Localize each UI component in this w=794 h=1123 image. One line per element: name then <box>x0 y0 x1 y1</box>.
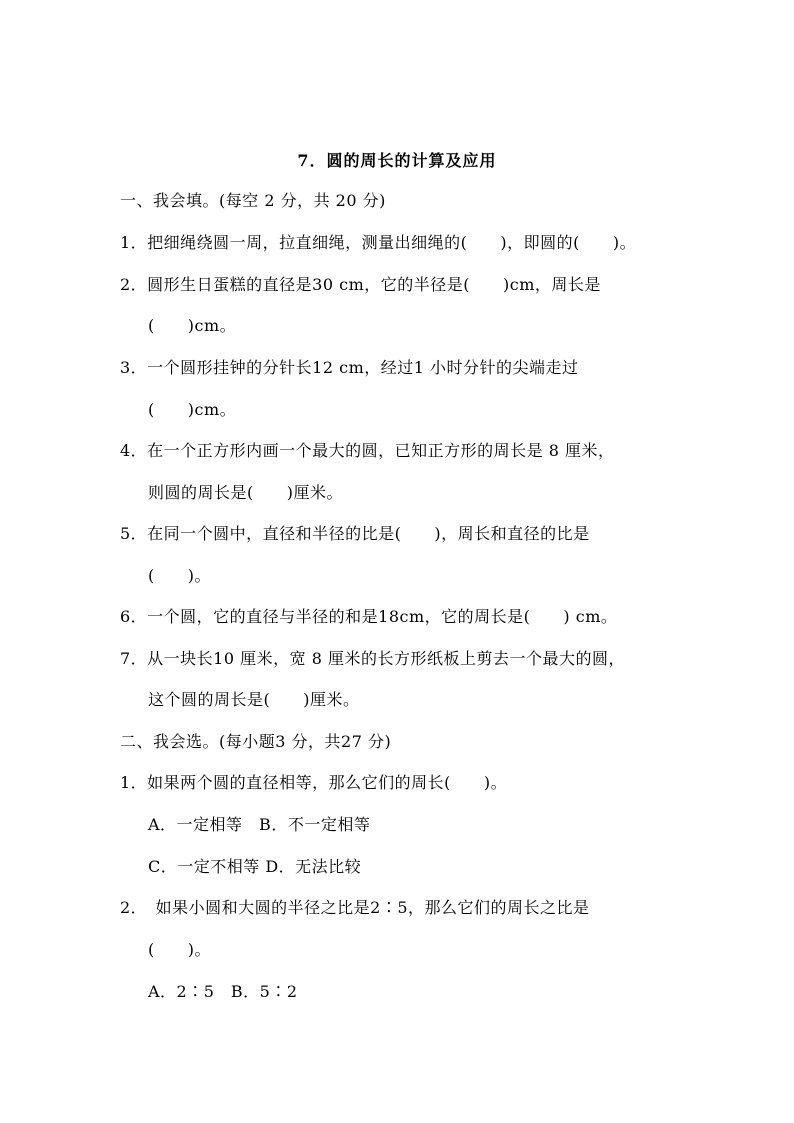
s2-q2-line-2: ( )。 <box>148 940 211 959</box>
s1-q3-line-2: ( )cm。 <box>148 400 237 419</box>
s1-q4-line-2: 则圆的周长是( )厘米。 <box>148 483 343 502</box>
s2-q1-line-1: 1．如果两个圆的直径相等，那么它们的周长( )。 <box>120 773 508 792</box>
s1-q5-line-1: 5．在同一个圆中，直径和半径的比是( )，周长和直径的比是 <box>120 524 590 543</box>
s1-q2-line-1: 2．圆形生日蛋糕的直径是30 cm，它的半径是( )cm，周长是 <box>120 275 601 294</box>
s1-q6-line-1: 6．一个圆，它的直径与半径的和是18cm，它的周长是( ) cm。 <box>120 607 618 626</box>
section-2-heading: 二、我会选。(每小题3 分，共27 分) <box>120 732 392 751</box>
s1-q7-line-2: 这个圆的周长是( )厘米。 <box>148 690 360 709</box>
s2-q2-line-1: 2． 如果小圆和大圆的半径之比是2∶5，那么它们的周长之比是 <box>120 898 590 917</box>
page-title: 7．圆的周长的计算及应用 <box>297 151 497 170</box>
s1-q2-line-2: ( )cm。 <box>148 316 237 335</box>
s2-q2-options-ab: A．2∶5 B．5∶2 <box>148 982 298 1001</box>
s2-q1-options-ab: A．一定相等 B．不一定相等 <box>148 815 371 834</box>
s1-q4-line-1: 4．在一个正方形内画一个最大的圆，已知正方形的周长是 8 厘米， <box>120 441 615 460</box>
s1-q5-line-2: ( )。 <box>148 566 211 585</box>
s1-q1-line-1: 1．把细绳绕圆一周，拉直细绳，测量出细绳的( )，即圆的( )。 <box>120 233 637 252</box>
s1-q7-line-1: 7．从一块长10 厘米，宽 8 厘米的长方形纸板上剪去一个最大的圆， <box>120 649 625 668</box>
s1-q3-line-1: 3．一个圆形挂钟的分针长12 cm，经过1 小时分针的尖端走过 <box>120 358 579 377</box>
section-1-heading: 一、我会填。(每空 2 分，共 20 分) <box>120 191 386 210</box>
s2-q1-options-cd: C．一定不相等 D．无法比较 <box>148 857 362 876</box>
